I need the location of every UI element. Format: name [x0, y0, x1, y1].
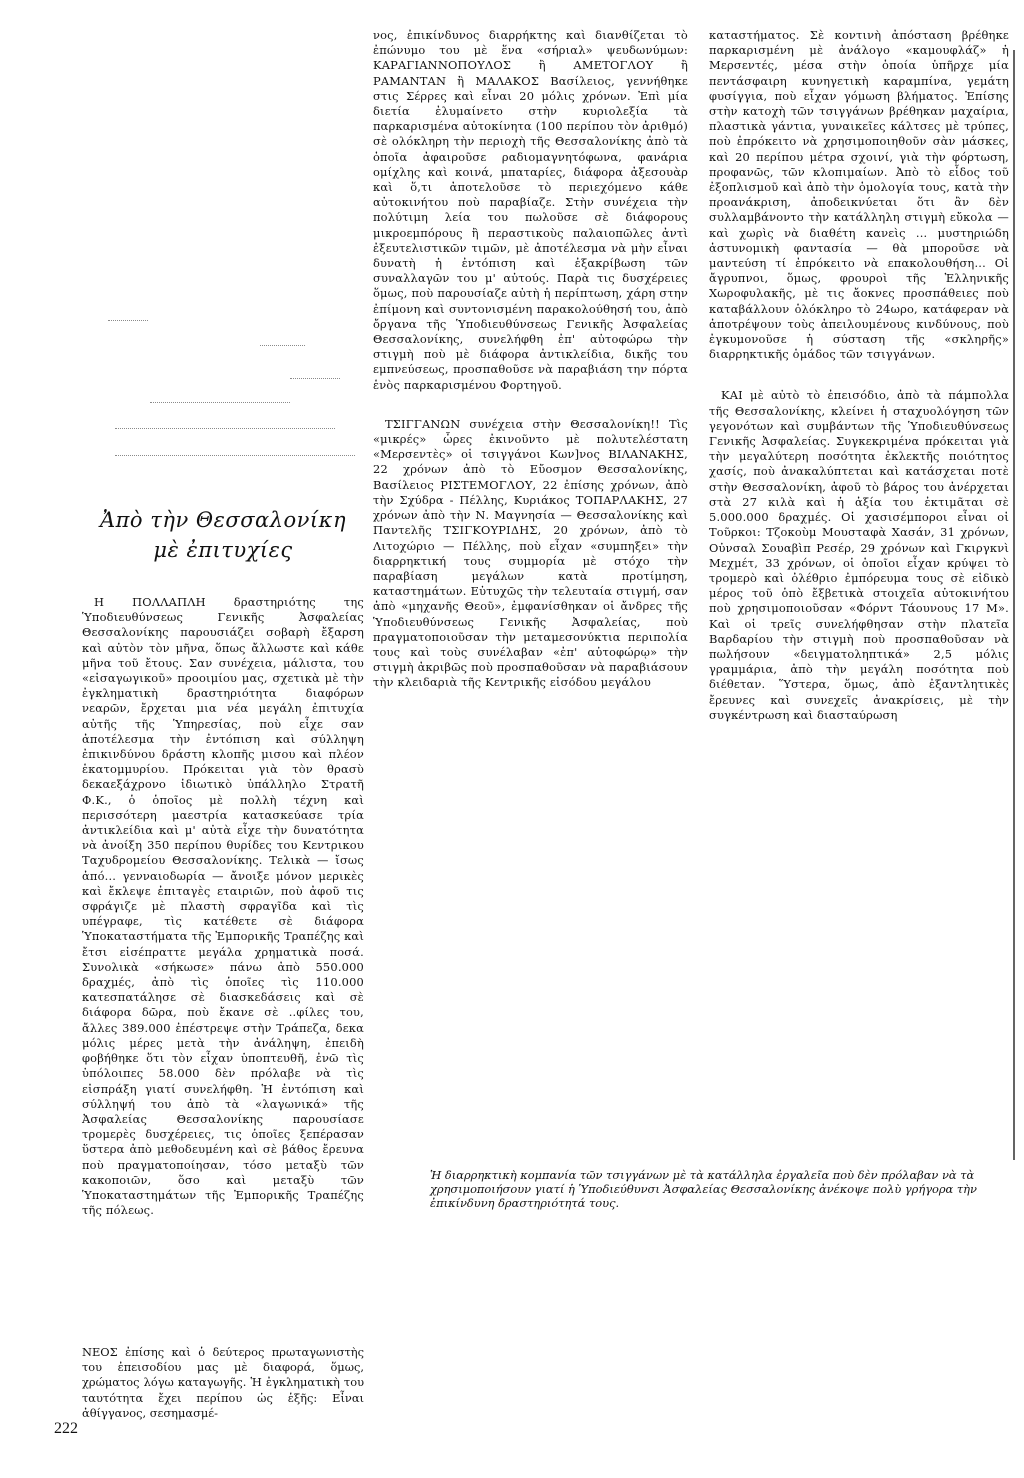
paragraph: καταστήματος. Σὲ κοντινὴ ἀπόσταση βρέθηκε παρκαρισμένη μὲ ἀνάλογο «καμουφλάζ» ἡ Μερσεντές, μέσα στὴν ὁποία ὑπῆρχε μία πεντάσφαιρη κυνηγετικὴ καραμπίνα, γεμάτη φυσίγγια, ποὺ εἶχαν γόμωση βλήματος. Ἐπίσης στὴν κατοχὴ τῶν τσιγγάνων βρέθηκαν μαχαίρια, πλαστικὰ γάντια, γυναικεῖες κάλτσες μὲ τρύπες, ποὺ ἐπρόκειτο νὰ χρησιμοποιηθοῦν σὰν μάσκες, καὶ 20 περίπου μέτρα σχοινί, γιὰ τὴν φόρτωση, προφανῶς, τῶν κλοπιμαίων. Ἀπὸ τὸ εἶδος τοῦ ἐξοπλισμοῦ καὶ ἀπὸ τὴν ὁμολογία τους, κατὰ τὴν προανάκριση, ἀποδεικνύεται ὅτι ἂν δὲν συλλαμβάνοντο τὴν κατάλληλη στιγμὴ εὔκολα — καὶ χωρὶς νὰ διαθέτη κανεὶς ... μυστηριώδη ἀστυνομικὴ φαντασία — θὰ μποροῦσε νὰ μαντεύση τί ἐπρόκειτο νὰ επακολουθήση... Οἱ ἄγρυπνοι, ὅμως, φρουροὶ τῆς Ἑλληνικῆς Χωροφυλακῆς, μὲ τις ἄοκνες προσπάθειες ποὺ καταβάλλουν ὁλόκληρο τὸ 24ωρο, κατάφεραν νὰ ἀποτρέψουν τοὺς ἀπειλουμένους κινδύνους, ποὺ ἐγκυμονοῦσε ἡ σύσταση τῆς «σκληρῆς» διαρρηκτικῆς ὁμάδος τῶν τσιγγάνων. — [709, 28, 1009, 362]
ghost-line — [260, 345, 305, 346]
article-column-right — [709, 28, 1009, 723]
ghost-line — [108, 320, 148, 321]
paragraph: νος, ἐπικίνδυνος διαρρήκτης καὶ διανθίζεται τὸ ἐπώνυμο του μὲ ἕνα «σήριαλ» ψευδωνύμων: ΚΑΡΑΓΙΑΝΝΟΠΟΥΛΟΣ ἢ ΑΜΕΤΟΓΛΟΥ ἢ ΡΑΜΑΝΤΑΝ ἢ ΜΑΛΑΚΟΣ Βασίλειος, γεννήθηκε στις Σέρρες καὶ εἶναι 20 μόλις χρόνων. Ἐπὶ μία διετία ἐλυμαίνετο στὴν κυριολεξία τὰ παρκαρισμένα αὐτοκίνητα (100 περίπου τὸν ἀριθμό) σὲ ολόκληρη τὴν περιοχὴ τῆς Θεσσαλονίκης ἀπὸ τὰ ὁποῖα ἀφαιροῦσε ραδιομαγνητόφωνα, φανάρια ομίχλης καὶ κοινά, μπαταρίες, διάφορα ἀξεσουὰρ καὶ ὅ,τι ἀποτελοῦσε τὸ περιεχόμενο κάθε αὐτοκινήτου ποὺ παραβίαζε. Στὴν συνέχεια τὴν πολύτιμη λεία του πωλοῦσε σὲ διάφορους μικροεμπόρους ἢ περαστικοὺς παλαιοπῶλες ἀντὶ ἐξευτελιστικῶν τιμῶν, μὲ ἀποτέλεσμα νὰ μὴν εἶναι δυνατὴ ἡ ἐντόπιση καὶ ἐξακρίβωση τῶν συναλλαγῶν του μ' αὐτούς. Παρὰ τις δυσχέρειες ὅμως, ποὺ παρουσίαζε αὐτὴ ἡ περίπτωση, χάρη στην ἐπίμονη καὶ συντονισμένη παρακολούθησή του, ἀπὸ ὄργανα τῆς Ὑποδιευθύνσεως Γενικῆς Ἀσφαλείας Θεσσαλονίκης, συνελήφθη ἐπ' αὐτοφώρω τὴν στιγμὴ ποὺ μὲ διάφορα ἀντικλείδια, δικῆς του εμπνεύσεως, προσπαθοῦσε νὰ παραβιάση την πόρτα ἑνὸς παρκαρισμένου Φορτηγοῦ. — [373, 28, 688, 392]
paragraph-new-protagonist: ΝΕΟΣ ἐπίσης καὶ ὁ δεύτερος πρωταγωνιστὴς του ἐπεισοδίου μας μὲ διαφορά, ὅμως, χρώματος λόγω καταγωγῆς. Ἡ ἐγκληματικὴ του ταυτότητα ἔχει περίπου ὡς ἑξῆς: Εἶναι ἀθίγγανος, σεσημασμέ- — [82, 1345, 364, 1420]
photo-caption: Ἡ διαρρηκτικὴ κομπανία τῶν τσιγγάνων μὲ τὰ κατάλληλα ἐργαλεῖα ποὺ δὲν πρόλαβαν νὰ τὰ χρησιμοποιήσουν γιατί ἡ Ὑποδιεύθυνσι Ἀσφαλείας Θεσσαλονίκης ἀνέκοψε πολὺ γρήγορα τὴν ἐπικίνδυνη δραστηριότητά τους. — [430, 1168, 977, 1210]
ghost-line — [290, 378, 340, 379]
page-number: 222 — [54, 1420, 78, 1437]
ghost-line — [115, 428, 335, 429]
article-column-middle — [373, 28, 688, 691]
paragraph: ΚΑΙ μὲ αὐτὸ τὸ ἐπεισόδιο, ἀπὸ τὰ πάμπολλα τῆς Θεσσαλονίκης, κλείνει ἡ σταχυολόγηση τῶν γεγονότων καὶ συμβάντων τῆς Ὑποδιευθύνσεως Γενικῆς Ἀσφαλείας. Συγκεκριμένα πρόκειται γιὰ τὴν μεγαλύτερη ποσότητα ἐκλεκτῆς ποιότητος χασίς, ποὺ ἀνακαλύπτεται καὶ κατάσχεται ποτὲ στὴν Θεσσαλονίκη, ἀφοῦ τὸ βάρος του ἀνέρχεται στὰ 27 κιλὰ καὶ ἡ ἀξία του ἐκτιμᾶται σὲ 5.000.000 δραχμές. Οἱ χασισέμποροι εἶναι οἱ Τοῦρκοι: Τζοκοὺμ Μουσταφὰ Χασάν, 31 χρόνων, Οὐνσαλ Σουαβὶπ Ρεσέρ, 29 χρόνων καὶ Γκιργκνὶ Μεχμέτ, 33 χρόνων, οἱ ὁποῖοι εἶχαν κρύψει τὸ τρομερὸ καὶ ὀλέθριο ἐμπόρευμα τους σὲ εἰδικὸ μέρος τοῦ ὁπὸ ἔξβετικὰ στοιχεῖα αὐτοκινήτου ποὺ χρησιμοποιοῦσαν «Φόρντ Τάουνους 17 Μ». Καὶ οἱ τρεῖς συνελήφθησαν στὴν πλατεῖα Βαρδαρίου τὴν στιγμὴ ποὺ προσπαθοῦσαν νὰ πωλήσουν «δειγματοληπτικά» 2,5 μόλις γραμμάρια, ἀπὸ τὴν μεγάλη ποσότητα ποὺ διέθεταν. Ὕστερα, ὅμως, ἀπὸ ἐξαντλητικὲς ἔρευνες καὶ συνεχεῖς ἀνακρίσεις, μὲ τὴν συγκέντρωση καὶ διασταύρωση — [709, 388, 1009, 722]
ghost-line — [115, 455, 355, 456]
article-column-left — [82, 505, 364, 1218]
headline-line-2: μὲ ἐπιτυχίες — [153, 538, 293, 562]
page-edge-line — [1013, 50, 1018, 1160]
article-headline — [82, 505, 364, 565]
ghost-line — [150, 402, 290, 403]
headline-line-1: Ἀπὸ τὴν Θεσσαλονίκη — [99, 508, 347, 532]
paragraph: Η ΠΟΛΛΑΠΛΗ δραστηριότης της Ὑποδιευθύνσεως Γενικῆς Ἀσφαλείας Θεσσαλονίκης παρουσιάζει σοβαρὴ ἔξαρση καὶ αὐτὸν τὸν μῆνα, ὅπως ἄλλωστε καὶ κάθε μῆνα τοῦ ἔτους. Σαν συνέχεια, μάλιστα, του «εἰσαγωγικοῦ» προοιμίου μας, σχετικὰ μὲ τὴν ἐγκληματικὴ δραστηριότητα διαφόρων νεαρῶν, ἔρχεται μια νέα μεγάλη ἐπιτυχία αὐτῆς τῆς Ὑπηρεσίας, ποὺ εἶχε σαν ἀποτέλεσμα τὴν ἐντόπιση καὶ σύλληψη ἐπικινδύνου δράστη κλοπῆς μισου καὶ πλέον ἑκατομμυρίου. Πρόκειται γιὰ τὸν θρασὺ δεκαεξάχρονο ἰδιωτικὸ ὑπάλληλο Στρατῆ Φ.Κ., ὁ ὁποῖος μὲ πολλὴ τέχνη καὶ περισσότερη μαεστρία κατασκεύασε τρία ἀντικλείδια καὶ μ' αὐτὰ εἶχε τὴν δυνατότητα νὰ ἀνοίξη 350 περίπου θυρίδες του Κεντρικου Ταχυδρομείου Θεσσαλονίκης. Τελικὰ — ἴσως ἀπό... γενναιοδωρία — ἄνοιξε μόνον μερικὲς καὶ ἔκλεψε ἐπιταγὲς εταιριῶν, ποὺ ἀφοῦ τις σφράγιζε μὲ πλαστὴ σφραγῖδα καὶ τὶς υπέγραφε, τὶς κατέθετε σὲ διάφορα Ὑποκαταστήματα τῆς Ἐμπορικῆς Τραπέζης καὶ ἔτσι εἰσέπραττε μεγάλα χρηματικὰ ποσά. Συνολικὰ «σήκωσε» πάνω ἀπὸ 550.000 δραχμές, ἀπὸ τὶς ὁποῖες τὶς 110.000 κατεσπατάλησε σὲ διασκεδάσεις καὶ σὲ διάφορα δῶρα, ποὺ ἔκανε σὲ ..φίλες του, ἄλλες 389.000 ἐπέστρεψε στὴν Τράπεζα, δεκα μόλις μέρες μετὰ τὴν ἀνάληψη, ἐπειδὴ φοβήθηκε ὅτι τὸν εἶχαν ὑποπτευθῆ, ἐνῶ τὶς ὑπόλοιπες 58.000 δὲν πρόλαβε νὰ τὶς εἰσπράξη γιατί συνελήφθη. Ἡ ἐντόπιση καὶ σύλληψή του ἀπὸ τὰ «λαγωνικά» τῆς Ἀσφαλείας Θεσσαλονίκης παρουσίασε τρομερὲς δυσχέρειες, τις ὁποῖες ξεπέρασαν ὕστερα ἀπὸ μεθοδευμένη καὶ σὲ βάθος ἔρευνα ποὺ πραγματοποίησαν, τόσο μεταξὺ τῶν κακοποιῶν, ὅσο καὶ μεταξὺ τῶν Ὑποκαταστημάτων τῆς Ἐμπορικῆς Τραπέζης τῆς πόλεως. — [82, 595, 364, 1218]
paragraph: ΤΣΙΓΓΑΝΩΝ συνέχεια στὴν Θεσσαλονίκη!! Τὶς «μικρές» ὧρες ἐκινοῦντο μὲ πολυτελέστατη «Μερσεντὲς» οἱ τσιγγάνοι Κων]νος ΒΙΛΑΝΑΚΗΣ, 22 χρόνων ἀπὸ τὸ Εὔοσμον Θεσσαλονίκης, Βασίλειος ΡΙΣΤΕΜΟΓΛΟΥ, 22 ἐπίσης χρόνων, ἀπὸ τὴν Σχύδρα - Πέλλης, Κυριάκος ΤΟΠΑΡΛΑΚΗΣ, 27 χρόνων ἀπὸ τὴν Ν. Μαγνησία — Θεσσαλονίκης καὶ Παντελῆς ΤΣΙΓΚΟΥΡΙΔΗΣ, 20 χρόνων, ἀπὸ τὸ Λιτοχώριο — Πέλλης, ποὺ εἶχαν «συμπηξει» τὴν διαρρηκτική τους συμμορία μὲ στόχο τὴν παραβίαση μεγάλων κατὰ προτίμηση, καταστημάτων. Εὐτυχῶς τὴν τελευταία στιγμή, σαν ἀπὸ «μηχανῆς Θεοῦ», ἐμφανίσθηκαν οἱ ἄνδρες τῆς Ὑποδιευθύνσεως Γενικῆς Ἀσφαλείας, ποὺ πραγματοποιοῦσαν τὴν μεταμεσονύκτια περιπολία τους καὶ τοὺς συνέλαβαν «ἐπ' αὐτοφώρῳ» τὴν στιγμὴ ἀκριβῶς ποὺ προσπαθοῦσαν νὰ παραβιάσουν τὴν κλειδαριὰ τῆς Κεντρικῆς εἰσόδου μεγάλου — [373, 416, 688, 690]
